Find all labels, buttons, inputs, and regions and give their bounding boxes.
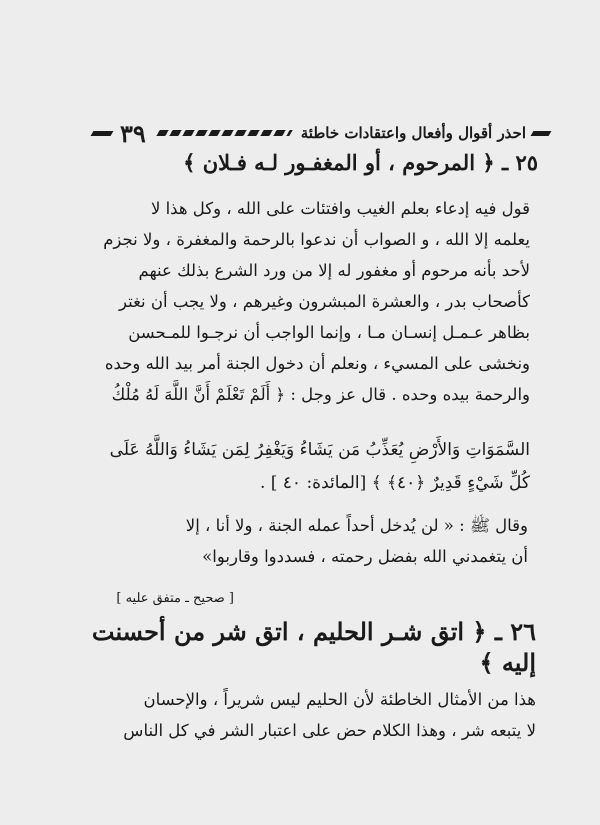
paragraph-line: والرحمة بيده وحده . قال عز وجل : ﴿ أَلَمْ تَعْلَمْ أَنَّ اللَّهَ لَهُ مُلْكُ [111,385,530,404]
paragraph-line: يعلمه إلا الله ، و الصواب أن ندعوا بالرحمة والمغفرة ، ولا نجزم [103,230,530,249]
header-dotted-rule [156,130,292,136]
page-number: ٣٩ [120,118,146,148]
paragraph-line: لأحد بأنه مرحوم أو مغفور له إلا من ورد الشرع بذلك عنهم [138,261,530,280]
header-title: احذر أقوال وأفعال واعتقادات خاطئة [300,124,526,142]
paragraph-line: بظاهر عـمـل إنسـان مـا ، وإنما الواجب أن نرجـوا للمـحسن [128,323,530,342]
quran-verse [90,434,530,500]
verse-line: كُلِّ شَيْءٍ قَدِيرٌ ﴿٤٠﴾ ﴾ [المائدة: ٤٠ ] . [259,473,530,493]
verse-line: السَّمَوَاتِ وَالأَرْضِ يُعَذِّبُ مَن يَشَاءُ وَيَغْفِرُ لِمَن يَشَاءُ وَاللَّهُ عَلَى [109,440,530,460]
running-header [92,118,550,148]
paragraph-line: لا يتبعه شر ، وهذا الكلام حض على اعتبار الشر في كل الناس [123,721,536,740]
section-26-heading: ٢٦ ـ ﴿ اتق شـر الحليم ، اتق شر من أحسنت [91,617,536,646]
header-dash-right [531,131,552,136]
hadith-line: أن يتغمدني الله بفضل رحمته ، فسددوا وقاربوا» [202,547,528,566]
section-26-heading-continued: إليه ﴾ [479,648,536,677]
section-26-paragraph [90,684,536,746]
hadith-line: وقال ﷺ : « لن يُدخل أحداً عمله الجنة ، ولا أنا ، إلا [185,516,528,535]
section-25-paragraph [90,193,530,410]
hadith-paragraph [90,510,528,572]
header-dash-left [91,131,114,136]
paragraph-line: قول فيه إدعاء بعلم الغيب وافتئات على الله ، وكل هذا لا [150,199,530,218]
section-25-heading: ٢٥ ـ ﴿ المرحوم ، أو المغفـور لـه فـلان ﴾ [183,150,538,175]
paragraph-line: ونخشى على المسيء ، ونعلم أن دخول الجنة أمر بيد الله وحده [104,354,530,373]
paragraph-line: هذا من الأمثال الخاطئة لأن الحليم ليس شريراً ، والإحسان [143,690,536,709]
paragraph-line: كأصحاب بدر ، والعشرة المبشرون وغيرهم ، ولا يجب أن نغتر [119,292,530,311]
hadith-source: [ صحيح ـ متفق عليه ] [116,591,234,606]
